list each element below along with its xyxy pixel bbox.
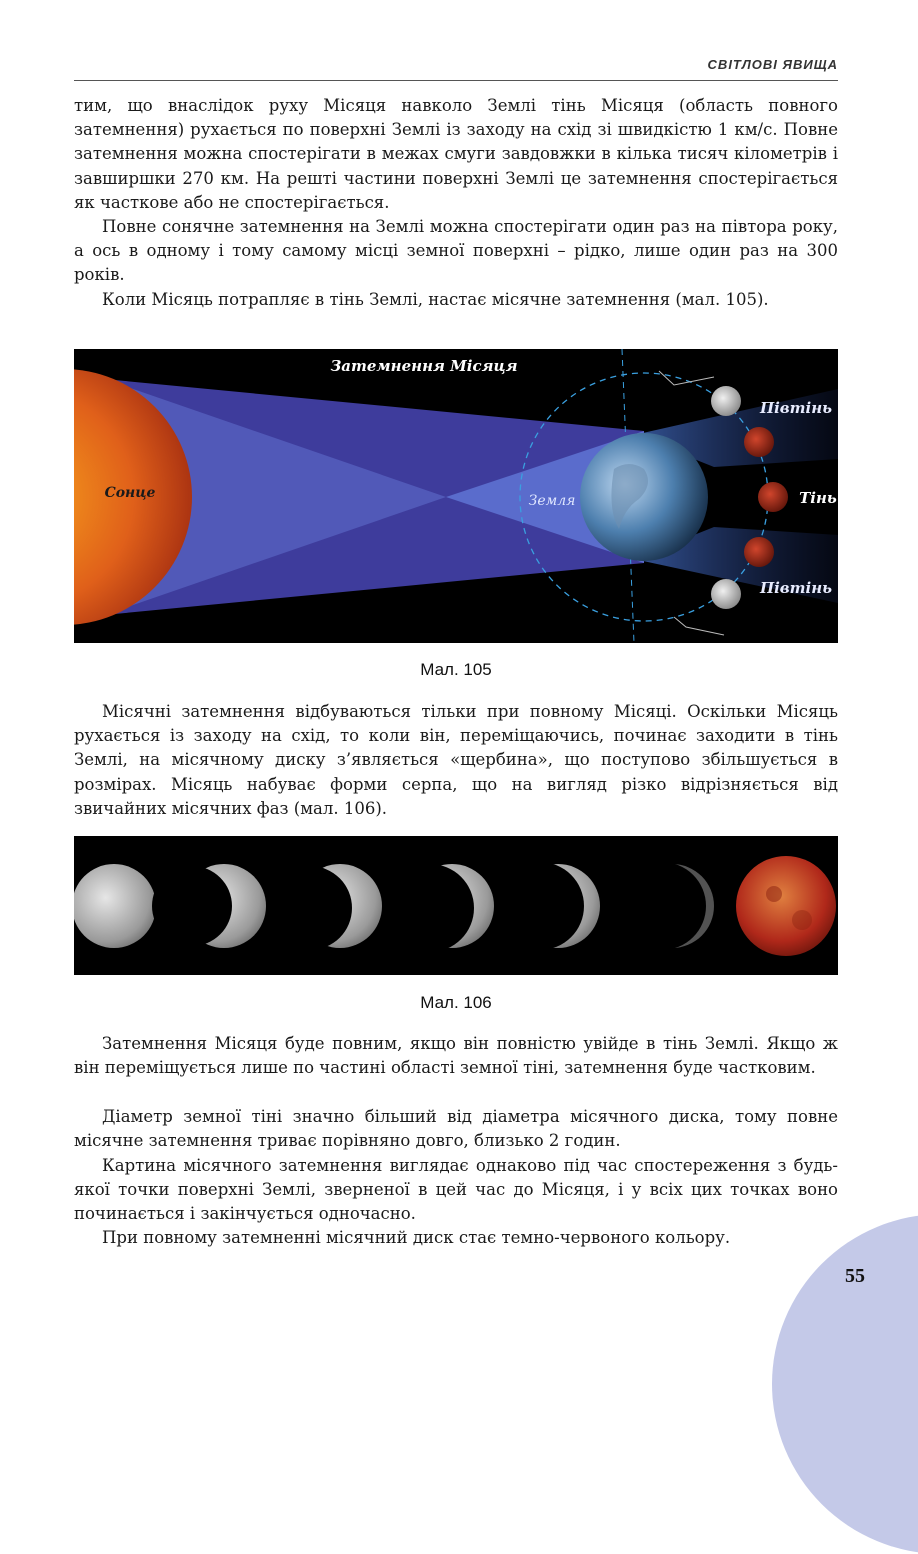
moon-phase-1-icon [74, 864, 156, 948]
moon-penumbra-top-icon [711, 386, 741, 416]
penumbra-bottom-label: Півтінь [759, 579, 833, 597]
moon-phase-5-icon [496, 862, 600, 950]
paragraph-3: Коли Місяць потрапляє в тінь Землі, настає місячне затемнення (мал. 105). [102, 290, 769, 309]
section-title: СВІТЛОВІ ЯВИЩА [707, 57, 838, 72]
sun-label: Сонце [104, 485, 156, 501]
moon-phase-4-icon [386, 864, 494, 952]
moon-phase-2-icon [152, 864, 266, 948]
page-number: 55 [845, 1265, 865, 1287]
penumbra-top-label: Півтінь [759, 399, 833, 417]
running-header [74, 54, 838, 81]
paragraph-2: Повне сонячне затемнення на Землі можна спостерігати один раз на півтора року, а ось в одному і тому самому місці земної поверхні – рідко, лише один раз на 300 років. [74, 217, 838, 285]
earth-icon [580, 433, 708, 561]
moon-leaving-umbra-icon [744, 537, 774, 567]
paragraph-8: При повному затемненні місячний диск стає темно-червоного кольору. [102, 1228, 731, 1247]
moon-phase-6-icon [618, 862, 714, 950]
paragraph-7: Картина місячного затемнення виглядає однаково під час спостереження з будь-якої точки поверхні Землі, зверненої в цей час до Місяця, і у всіх цих точках воно починається і закінчується одночасно. [74, 1156, 838, 1224]
paragraph-5: Затемнення Місяця буде повним, якщо він повністю увійде в тінь Землі. Якщо ж він переміщується лише по частині області земної тіні, затемнення буде частковим. [74, 1034, 838, 1078]
diagram-title: Затемнення Місяця [330, 357, 518, 375]
paragraph-1: тим, що внаслідок руху Місяця навколо Землі тінь Місяця (область повного затемнення) рухається по поверхні Землі із заходу на схід зі швидкістю 1 км/с. Повне затемнення можна спостерігати в межах смуги завдовжки в кілька тисяч кілометрів і завширшки 270 км. На решті частини поверхні Землі це затемнення спостерігається як часткове або не спостерігається. [74, 96, 838, 212]
figure-106-caption: Мал. 106 [420, 993, 492, 1012]
moon-phase-7-blood-icon [736, 856, 836, 956]
figure-105-caption: Мал. 105 [420, 660, 492, 679]
moon-penumbra-bottom-icon [711, 579, 741, 609]
paragraph-6: Діаметр земної тіні значно більший від діаметра місячного диска, тому повне місячне затемнення триває порівняно довго, близько 2 годин. [74, 1107, 838, 1151]
moon-entering-umbra-icon [744, 427, 774, 457]
moon-umbra-icon [758, 482, 788, 512]
umbra-label: Тінь [799, 489, 837, 507]
paragraph-4: Місячні затемнення відбуваються тільки при повному Місяці. Оскільки Місяць рухається із заходу на схід, то коли він, переміщаючись, починає заходити в тінь Землі, на місячному диску з’являється «щербина», що поступово збільшується в розмірах. Місяць набуває форми серпа, що на вигляд різко відрізняється від звичайних місячних фаз (мал. 106). [74, 702, 838, 818]
lunar-eclipse-diagram [74, 349, 838, 643]
earth-label: Земля [528, 493, 576, 509]
moon-phases-photo-strip [74, 836, 838, 975]
moon-phase-3-icon [268, 864, 382, 950]
